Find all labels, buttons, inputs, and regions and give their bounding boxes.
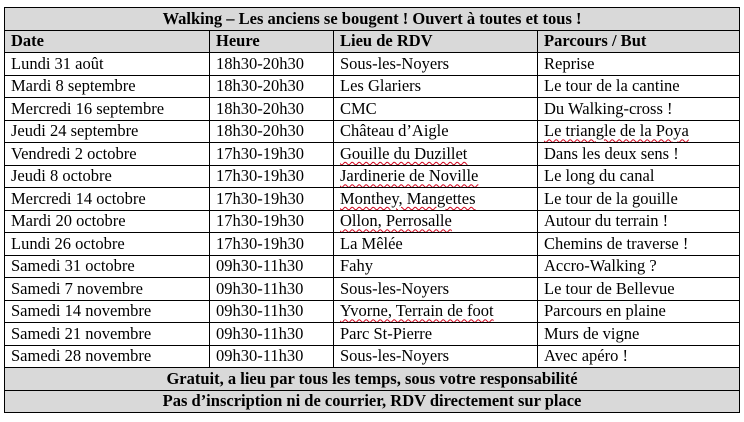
route-cell: Le tour de la cantine [538, 75, 740, 98]
table-title: Walking – Les anciens se bougent ! Ouvert à toutes et tous ! [5, 8, 740, 31]
route-cell: Le long du canal [538, 165, 740, 188]
table-row [5, 53, 740, 76]
table-row [5, 98, 740, 121]
footer-note-conditions: Gratuit, a lieu par tous les temps, sous votre responsabilité [5, 368, 740, 391]
date-cell: Mardi 8 septembre [5, 75, 210, 98]
table-row [5, 278, 740, 301]
date-cell: Mercredi 16 septembre [5, 98, 210, 121]
location-cell: Sous-les-Noyers [334, 345, 538, 368]
route-cell: Dans les deux sens ! [538, 143, 740, 166]
route-cell: Chemins de traverse ! [538, 233, 740, 256]
date-cell: Samedi 21 novembre [5, 323, 210, 346]
location-cell: Les Glariers [334, 75, 538, 98]
header-lieu: Lieu de RDV [334, 30, 538, 53]
schedule-document [4, 7, 740, 413]
table-row [5, 143, 740, 166]
time-cell: 17h30-19h30 [210, 143, 334, 166]
location-cell: La Mêlée [334, 233, 538, 256]
time-cell: 09h30-11h30 [210, 323, 334, 346]
time-cell: 18h30-20h30 [210, 75, 334, 98]
date-cell: Samedi 7 novembre [5, 278, 210, 301]
route-cell: Accro-Walking ? [538, 255, 740, 278]
route-cell: Du Walking-cross ! [538, 98, 740, 121]
date-cell: Mardi 20 octobre [5, 210, 210, 233]
time-cell: 09h30-11h30 [210, 300, 334, 323]
time-cell: 17h30-19h30 [210, 188, 334, 211]
table-row [5, 75, 740, 98]
location-cell: Sous-les-Noyers [334, 278, 538, 301]
table-row [5, 345, 740, 368]
time-cell: 09h30-11h30 [210, 278, 334, 301]
date-cell: Samedi 28 novembre [5, 345, 210, 368]
route-cell: Le triangle de la Poya [538, 120, 740, 143]
date-cell: Samedi 14 novembre [5, 300, 210, 323]
header-heure: Heure [210, 30, 334, 53]
header-parcours: Parcours / But [538, 30, 740, 53]
location-cell: Monthey, Mangettes [334, 188, 538, 211]
location-cell: CMC [334, 98, 538, 121]
route-cell: Avec apéro ! [538, 345, 740, 368]
location-cell: Sous-les-Noyers [334, 53, 538, 76]
time-cell: 17h30-19h30 [210, 165, 334, 188]
location-cell: Yvorne, Terrain de foot [334, 300, 538, 323]
location-cell: Fahy [334, 255, 538, 278]
table-row [5, 165, 740, 188]
time-cell: 18h30-20h30 [210, 120, 334, 143]
route-cell: Le tour de la gouille [538, 188, 740, 211]
route-cell: Murs de vigne [538, 323, 740, 346]
location-cell: Gouille du Duzillet [334, 143, 538, 166]
date-cell: Jeudi 24 septembre [5, 120, 210, 143]
time-cell: 18h30-20h30 [210, 98, 334, 121]
table-row [5, 300, 740, 323]
location-cell: Parc St-Pierre [334, 323, 538, 346]
date-cell: Jeudi 8 octobre [5, 165, 210, 188]
table-row [5, 255, 740, 278]
route-cell: Parcours en plaine [538, 300, 740, 323]
title-row [5, 8, 740, 31]
location-cell: Jardinerie de Noville [334, 165, 538, 188]
date-cell: Lundi 26 octobre [5, 233, 210, 256]
route-cell: Autour du terrain ! [538, 210, 740, 233]
time-cell: 18h30-20h30 [210, 53, 334, 76]
footer-row [5, 390, 740, 413]
location-cell: Ollon, Perrosalle [334, 210, 538, 233]
location-cell: Château d’Aigle [334, 120, 538, 143]
table-row [5, 323, 740, 346]
schedule-table [4, 7, 740, 413]
footer-note-registration: Pas d’inscription ni de courrier, RDV directement sur place [5, 390, 740, 413]
route-cell: Le tour de Bellevue [538, 278, 740, 301]
date-cell: Lundi 31 août [5, 53, 210, 76]
time-cell: 17h30-19h30 [210, 210, 334, 233]
time-cell: 09h30-11h30 [210, 255, 334, 278]
footer-row [5, 368, 740, 391]
date-cell: Mercredi 14 octobre [5, 188, 210, 211]
date-cell: Vendredi 2 octobre [5, 143, 210, 166]
time-cell: 17h30-19h30 [210, 233, 334, 256]
date-cell: Samedi 31 octobre [5, 255, 210, 278]
table-row [5, 233, 740, 256]
header-date: Date [5, 30, 210, 53]
table-row [5, 188, 740, 211]
table-row [5, 210, 740, 233]
route-cell: Reprise [538, 53, 740, 76]
time-cell: 09h30-11h30 [210, 345, 334, 368]
header-row [5, 30, 740, 53]
table-row [5, 120, 740, 143]
